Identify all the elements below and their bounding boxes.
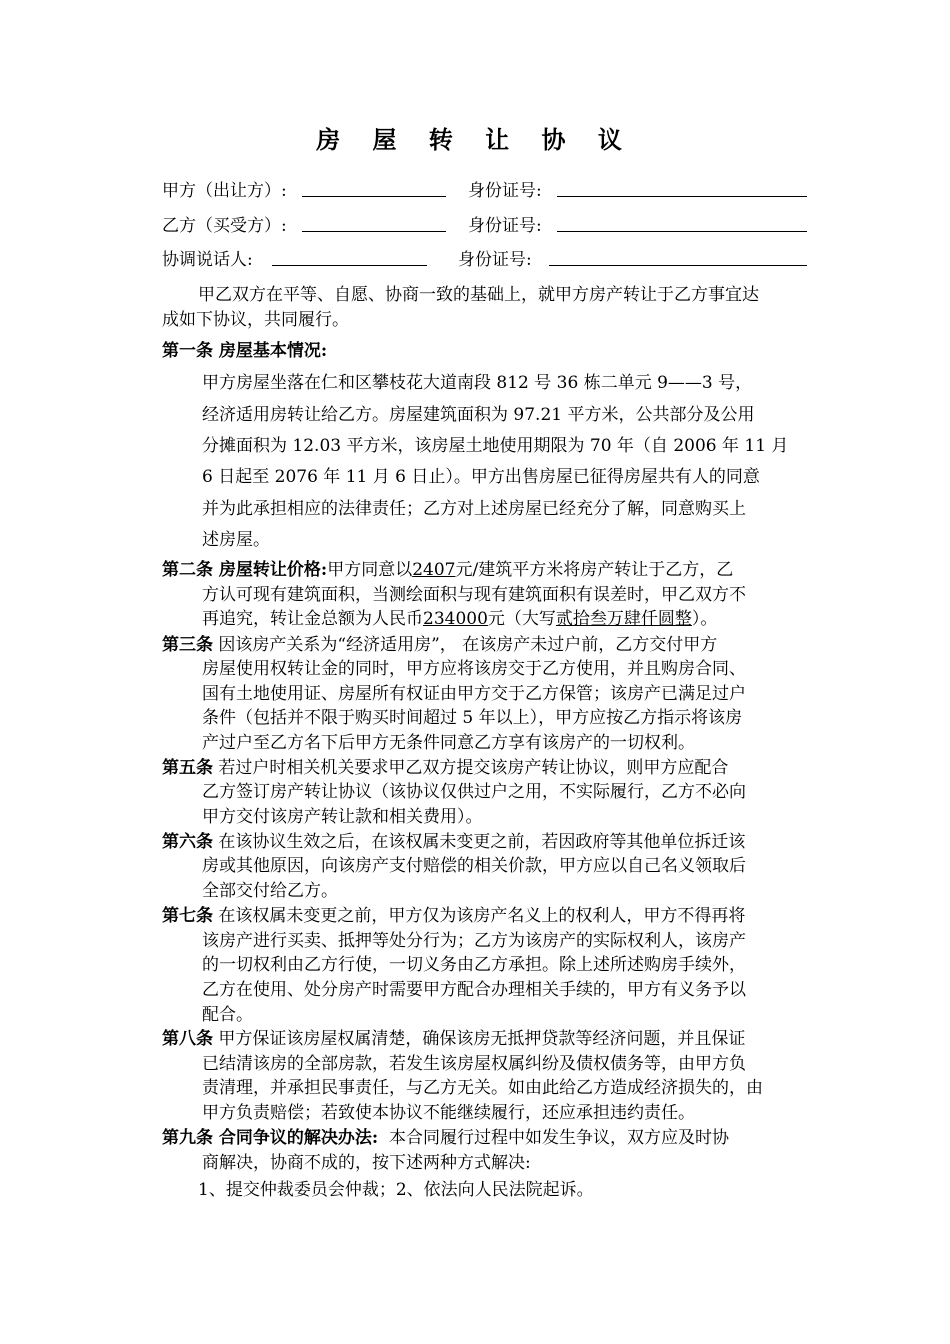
buyer-name-blank[interactable] [302,231,446,232]
art2-line-3: 再追究，转让金总额为人民币234000元（大写贰拾叁万肆仟圆整）。 [202,609,718,629]
art8-line: 甲方负责赔偿；若致使本协议不能继续履行，还应承担违约责任。 [202,1103,695,1123]
mediator-label: 协调说话人: [162,250,253,270]
intro-line-1: 甲乙双方在平等、自愿、协商一致的基础上，就甲方房产转让于乙方事宜达 [198,285,759,305]
art3-line: 条件（包括并不限于购买时间超过 5 年以上），甲方应按乙方指示将该房 [202,708,743,728]
total-amount: 234000 [423,609,488,629]
price-per-sqm: 2407 [412,560,456,580]
art7-heading: 第七条 [162,906,213,926]
art8-line: 责清理，并承担民事责任，与乙方无关。如由此给乙方造成经济损失的，由 [202,1078,763,1098]
art3-line: 产过户至乙方名下后甲方无条件同意乙方享有该房产的一切权利。 [202,733,695,753]
seller-id-label: 身份证号: [468,181,542,201]
art9-heading: 第九条 合同争议的解决办法: [162,1128,379,1148]
art5-line: 甲方交付该房产转让款和相关费用）。 [202,807,483,827]
art9-line: 商解决，协商不成的，按下述两种方式解决: [202,1153,531,1173]
art2-line-2: 方认可现有建筑面积，当测绘面积与现有建筑面积有误差时，甲乙双方不 [202,585,746,605]
mediator-id-blank[interactable] [549,265,807,266]
art7-line: 该房产进行买卖、抵押等处分行为；乙方为该房产的实际权利人，该房产 [202,931,746,951]
art5-heading: 第五条 [162,758,213,778]
art3-heading: 第三条 [162,635,213,655]
art5-line-1: 第五条 若过户时相关机关要求甲乙双方提交该房产转让协议，则甲方应配合 [162,758,729,778]
art6-line-1: 第六条 在该协议生效之后，在该权属未变更之前，若因政府等其他单位拆迁该 [162,832,746,852]
art1-line: 甲方房屋坐落在仁和区攀枝花大道南段 812 号 36 栋二单元 9——3 号， [202,373,753,393]
art7-line: 乙方在使用、处分房产时需要甲方配合办理相关手续的，甲方有义务予以 [202,980,746,1000]
document-title: 房 屋 转 让 协 议 [316,125,634,154]
intro-line-2: 成如下协议，共同履行。 [162,310,349,330]
art8-line-1: 第八条 甲方保证该房屋权属清楚，确保该房无抵押贷款等经济问题，并且保证 [162,1029,746,1049]
art3-line: 房屋使用权转让金的同时，甲方应将该房交于乙方使用，并且购房合同、 [202,659,746,679]
art2-heading: 第二条 房屋转让价格: [162,560,328,580]
mediator-name-blank[interactable] [272,265,427,266]
buyer-label: 乙方（买受方）: [162,216,287,236]
art2-line-1: 第二条 房屋转让价格:甲方同意以2407元/建筑平方米将房产转让于乙方，乙 [162,560,734,580]
seller-id-blank[interactable] [557,196,807,197]
art1-line: 述房屋。 [202,530,270,550]
art9-line-1: 第九条 合同争议的解决办法: 本合同履行过程中如发生争议，双方应及时协 [162,1128,730,1148]
buyer-id-label: 身份证号: [468,216,542,236]
art8-heading: 第八条 [162,1029,213,1049]
art9-options: 1、提交仲裁委员会仲裁；2、依法向人民法院起诉。 [198,1180,594,1200]
art1-heading: 第一条 房屋基本情况: [162,341,328,361]
seller-label: 甲方（出让方）: [162,181,287,201]
art6-line: 房或其他原因，向该房产支付赔偿的相关价款，甲方应以自己名义领取后 [202,856,746,876]
art7-line: 配合。 [202,1005,253,1025]
art7-line-1: 第七条 在该权属未变更之前，甲方仅为该房产名义上的权利人，甲方不得再将 [162,906,746,926]
mediator-id-label: 身份证号: [458,250,532,270]
art7-line: 的一切权利由乙方行使，一切义务由乙方承担。除上述所述购房手续外， [202,955,746,975]
art1-line: 6 日起至 2076 年 11 月 6 日止）。甲方出售房屋已征得房屋共有人的同意 [202,467,760,487]
art1-line: 分摊面积为 12.03 平方米，该房屋土地使用期限为 70 年（自 2006 年 11 月 [202,436,789,456]
art6-line: 全部交付给乙方。 [202,881,338,901]
art3-line: 国有土地使用证、房屋所有权证由甲方交于乙方保管；该房产已满足过户 [202,684,746,704]
art6-heading: 第六条 [162,832,213,852]
buyer-id-blank[interactable] [557,231,807,232]
art1-line: 经济适用房转让给乙方。房屋建筑面积为 97.21 平方米，公共部分及公用 [202,405,755,425]
art8-line: 已结清该房的全部房款，若发生该房屋权属纠纷及债权债务等，由甲方负 [202,1054,746,1074]
art1-line: 并为此承担相应的法律责任；乙方对上述房屋已经充分了解，同意购买上 [202,499,746,519]
art3-line-1: 第三条 因该房产关系为“经济适用房”， 在该房产未过户前，乙方交付甲方 [162,635,718,655]
total-amount-cn: 贰拾叁万肆仟圆整 [555,609,692,629]
seller-name-blank[interactable] [302,196,446,197]
art5-line: 乙方签订房产转让协议（该协议仅供过户之用，不实际履行，乙方不必向 [202,782,746,802]
